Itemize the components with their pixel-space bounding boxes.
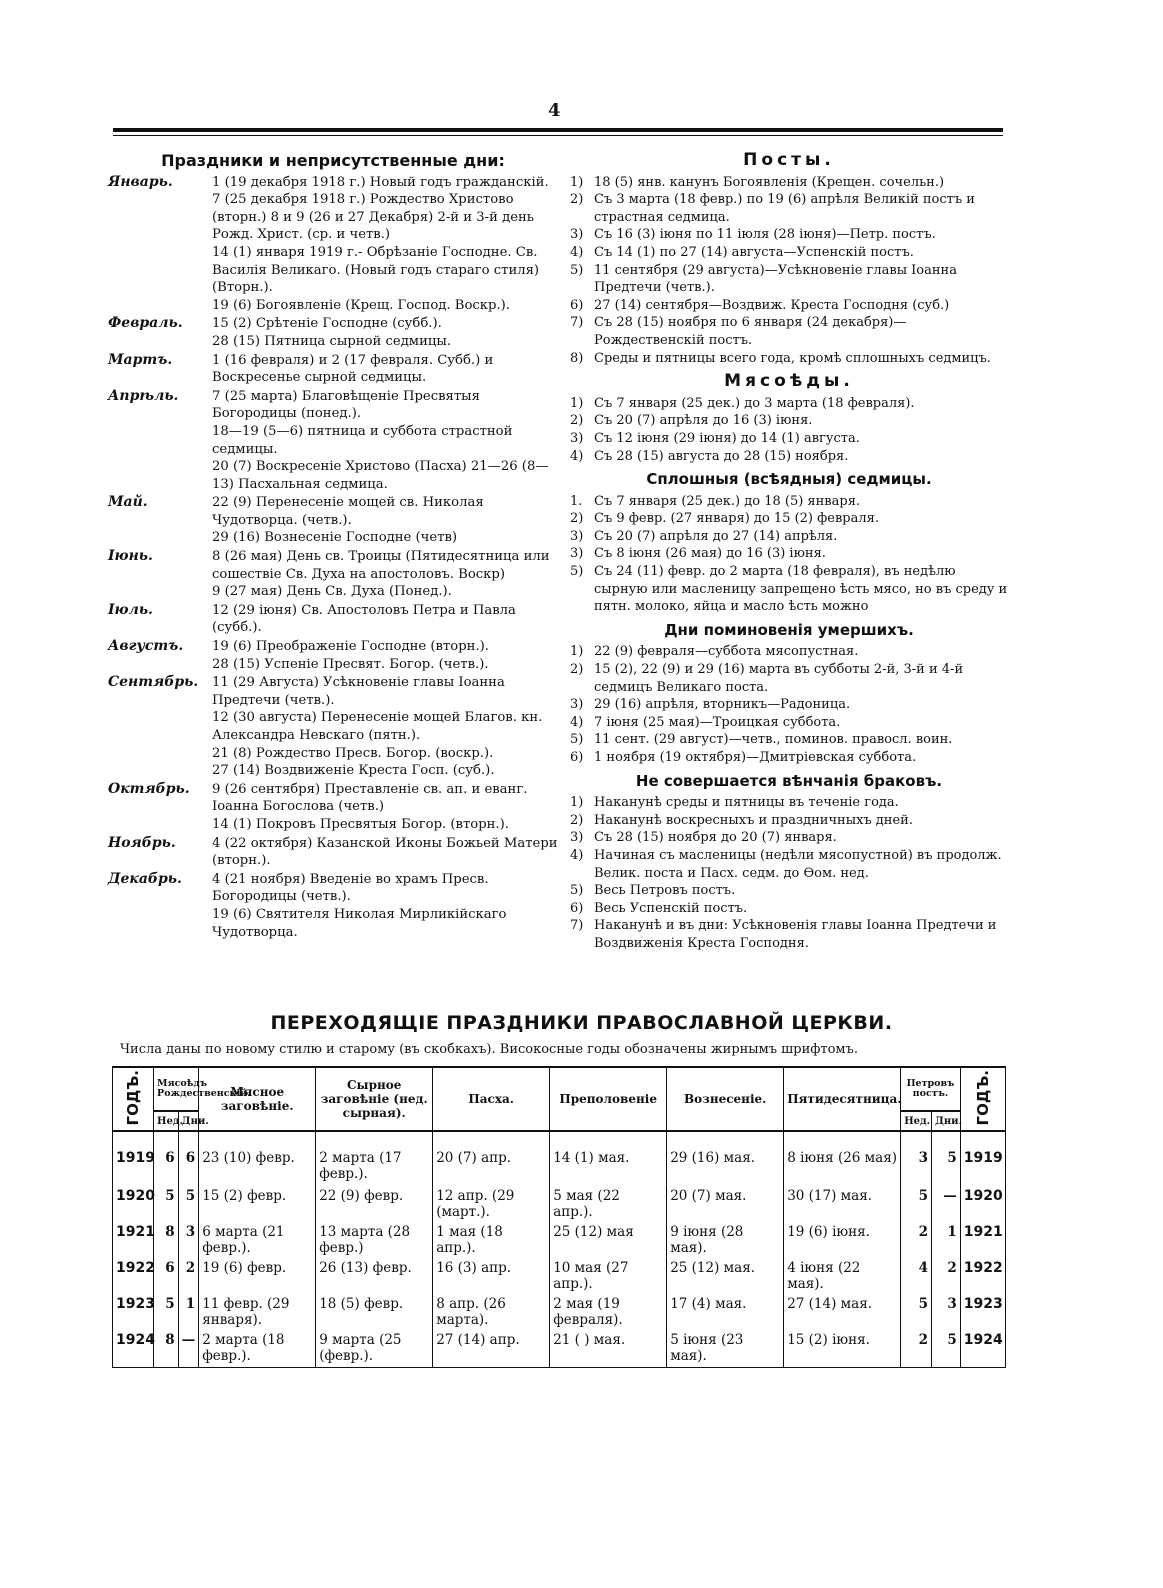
item-number: 4)	[570, 714, 584, 730]
item-number: 2)	[570, 812, 584, 828]
item-number: 2)	[570, 511, 584, 527]
month-entries	[212, 674, 558, 780]
item-number: 4)	[570, 244, 584, 260]
cell-year-r: 1924	[960, 1331, 1005, 1368]
cell-ned: 8	[154, 1331, 179, 1368]
month-name: Февраль.	[108, 315, 183, 332]
holiday-entry: 19 (6) Богоявленіе (Крещ. Господ. Воскр.).	[212, 297, 511, 313]
cell-p-dni: 5	[931, 1131, 960, 1187]
item-text: Весь Петровъ постъ.	[594, 883, 736, 899]
list-item	[570, 262, 1008, 297]
holiday-entry: 20 (7) Воскресеніе Христово (Пасха) 21—26 (8—13) Пасхальная седмица.	[212, 459, 549, 492]
cell-syrnoe: 2 марта (17 февр.).	[316, 1131, 433, 1187]
col-syrnoe: Сырное заговѣніе (нед. сырная).	[316, 1067, 433, 1131]
meat-list	[570, 395, 1008, 465]
cell-syrnoe: 22 (9) февр.	[316, 1187, 433, 1223]
list-item	[570, 174, 1008, 192]
cell-prepolovenie: 10 мая (27 апр.).	[550, 1259, 667, 1295]
cell-pyatidesyatnitsa: 4 іюня (22 мая).	[784, 1259, 901, 1295]
fasts-list	[570, 174, 1008, 368]
cell-p-ned: 5	[901, 1187, 932, 1223]
item-number: 3)	[570, 697, 584, 713]
item-number: 2)	[570, 192, 584, 208]
right-column	[570, 150, 1008, 953]
cell-dni: 6	[178, 1131, 199, 1187]
holiday-entry: 4 (21 ноября) Введеніе во храмъ Пресв. Богородицы (четв.).	[212, 871, 489, 905]
item-text: 1 ноября (19 октября)—Дмитріевская суббота.	[594, 750, 917, 765]
cell-ned: 5	[154, 1187, 179, 1223]
month-block	[108, 352, 558, 387]
item-number: 5)	[570, 732, 584, 748]
header-rule-thin	[113, 135, 1003, 136]
cell-p-ned: 5	[901, 1295, 932, 1331]
month-entries	[212, 494, 558, 547]
holidays-column	[108, 150, 558, 942]
cell-myasnoe: 19 (6) февр.	[199, 1259, 316, 1295]
cell-syrnoe: 18 (5) февр.	[316, 1295, 433, 1331]
item-text: Съ 12 іюня (29 іюня) до 14 (1) августа.	[594, 430, 860, 446]
month-block	[108, 315, 558, 350]
list-item	[570, 528, 1008, 546]
item-text: Съ 14 (1) по 27 (14) августа—Успенскій постъ.	[594, 244, 914, 260]
month-name: Апрѣль.	[108, 387, 179, 404]
month-entries	[212, 871, 558, 941]
movable-feasts-table	[112, 1066, 1006, 1368]
list-item	[570, 545, 1008, 563]
holiday-entry: 9 (27 мая) День Св. Духа (Понед.).	[212, 584, 452, 600]
cell-year: 1921	[113, 1223, 154, 1259]
list-item	[570, 297, 1008, 315]
header-rule	[113, 128, 1003, 132]
month-entries	[212, 388, 558, 494]
month-entries	[212, 638, 558, 673]
col-year-right: ГОДЪ.	[960, 1067, 1005, 1131]
item-text: Съ 24 (11) февр. до 2 марта (18 февраля), въ недѣлю сырную или масленицу запрещено ѣсть мясо, но въ среду и пятн. молоко, яйца и масло ѣсть можно	[594, 564, 1008, 615]
item-text: Съ 20 (7) апрѣля до 16 (3) іюня.	[594, 413, 813, 429]
list-item	[570, 643, 1008, 661]
table-row	[113, 1331, 1006, 1368]
cell-myasnoe: 2 марта (18 февр.).	[199, 1331, 316, 1368]
list-item	[570, 900, 1008, 918]
cell-prepolovenie: 2 мая (19 февраля).	[550, 1295, 667, 1331]
item-text: 18 (5) янв. канунъ Богоявленія (Крещен. сочельн.)	[594, 174, 945, 190]
cell-year-r: 1920	[960, 1187, 1005, 1223]
list-item	[570, 244, 1008, 262]
cell-year-r: 1921	[960, 1223, 1005, 1259]
month-name: Мартъ.	[108, 351, 173, 368]
holidays-title: Праздники и неприсутственные дни:	[161, 151, 505, 170]
cell-year-r: 1919	[960, 1131, 1005, 1187]
item-number: 7)	[570, 918, 584, 934]
item-number: 6)	[570, 900, 584, 916]
cell-myasnoe: 6 марта (21 февр.).	[199, 1223, 316, 1259]
item-number: 2)	[570, 662, 584, 678]
cell-ned: 6	[154, 1259, 179, 1295]
list-item	[570, 314, 1008, 349]
cell-pascha: 20 (7) апр.	[433, 1131, 550, 1187]
col-myasoed-ned: Нед.	[154, 1111, 179, 1131]
cell-year: 1924	[113, 1331, 154, 1368]
cell-pascha: 27 (14) апр.	[433, 1331, 550, 1368]
month-name: Май.	[108, 494, 148, 511]
item-text: 15 (2), 22 (9) и 29 (16) марта въ субботы 2-й, 3-й и 4-й седмицъ Великаго поста.	[594, 662, 964, 695]
item-number: 4)	[570, 448, 584, 464]
holiday-entry: 27 (14) Воздвиженіе Креста Госп. (суб.).	[212, 763, 495, 779]
month-entries	[212, 174, 558, 315]
item-number: 3)	[570, 830, 584, 846]
holiday-entry: 19 (6) Святителя Николая Мирликійскаго Чудотворца.	[212, 906, 507, 940]
item-text: 11 сентября (29 августа)—Усѣкновеніе главы Іоанна Предтечи (четв.).	[594, 262, 957, 296]
item-text: Съ 3 марта (18 февр.) по 19 (6) апрѣля Великій постъ и страстная седмица.	[594, 192, 975, 225]
col-petrov-dni: Дни.	[931, 1111, 960, 1131]
cell-prepolovenie: 5 мая (22 апр.).	[550, 1187, 667, 1223]
item-number: 5)	[570, 883, 584, 899]
cell-pyatidesyatnitsa: 19 (6) іюня.	[784, 1223, 901, 1259]
month-name: Сентябрь.	[108, 674, 199, 691]
item-number: 3)	[570, 546, 584, 562]
item-number: 3)	[570, 430, 584, 446]
item-text: Среды и пятницы всего года, кромѣ сплошныхъ седмицъ.	[594, 350, 991, 366]
cell-pascha: 16 (3) апр.	[433, 1259, 550, 1295]
holiday-entry: 1 (19 декабря 1918 г.) Новый годъ гражданскій.	[212, 174, 549, 190]
col-petrov-ned: Нед.	[901, 1111, 932, 1131]
holiday-entry: 28 (15) Пятница сырной седмицы.	[212, 333, 452, 349]
cell-voznesenie: 5 іюня (23 мая).	[667, 1331, 784, 1368]
weddings-list	[570, 794, 1008, 952]
cell-syrnoe: 9 марта (25 (февр.).	[316, 1331, 433, 1368]
cell-dni: 2	[178, 1259, 199, 1295]
list-item	[570, 350, 1008, 368]
item-text: 11 сент. (29 август)—четв., поминов. правосл. воин.	[594, 732, 953, 748]
month-name: Іюнь.	[108, 548, 153, 565]
month-block	[108, 548, 558, 601]
cell-voznesenie: 17 (4) мая.	[667, 1295, 784, 1331]
list-item	[570, 191, 1008, 226]
item-number: 2)	[570, 413, 584, 429]
item-number: 1)	[570, 174, 584, 190]
cell-voznesenie: 29 (16) мая.	[667, 1131, 784, 1187]
table-row	[113, 1131, 1006, 1187]
cell-p-dni: —	[931, 1187, 960, 1223]
list-item	[570, 412, 1008, 430]
list-item	[570, 882, 1008, 900]
list-item	[570, 847, 1008, 882]
cell-dni: —	[178, 1331, 199, 1368]
month-name: Августъ.	[108, 638, 184, 655]
cell-syrnoe: 26 (13) февр.	[316, 1259, 433, 1295]
cell-voznesenie: 20 (7) мая.	[667, 1187, 784, 1223]
holiday-entry: 12 (29 іюня) Св. Апостоловъ Петра и Павла (субб.).	[212, 602, 516, 636]
list-item	[570, 563, 1008, 616]
holiday-entry: 14 (1) Покровъ Пресвятыя Богор. (вторн.).	[212, 816, 509, 832]
cell-dni: 5	[178, 1187, 199, 1223]
item-text: Съ 28 (15) ноября до 20 (7) января.	[594, 830, 837, 846]
item-number: 1)	[570, 395, 584, 411]
weddings-title: Не совершается вѣнчанія браковъ.	[635, 771, 943, 790]
cell-ned: 6	[154, 1131, 179, 1187]
list-item	[570, 917, 1008, 952]
item-text: Наканунѣ воскресныхъ и праздничныхъ дней.	[594, 812, 913, 828]
item-text: Съ 9 февр. (27 января) до 15 (2) февраля.	[594, 511, 879, 527]
cell-ned: 5	[154, 1295, 179, 1331]
cell-p-ned: 2	[901, 1331, 932, 1368]
list-item	[570, 749, 1008, 767]
item-text: Съ 20 (7) апрѣля до 27 (14) апрѣля.	[594, 528, 838, 544]
month-block	[108, 602, 558, 637]
holiday-entry: 9 (26 сентября) Преставленіе св. ап. и еванг. Іоанна Богослова (четв.)	[212, 781, 528, 815]
cell-pyatidesyatnitsa: 27 (14) мая.	[784, 1295, 901, 1331]
month-block	[108, 174, 558, 315]
col-prepolovenie: Преполовеніе	[550, 1067, 667, 1131]
month-name: Октябрь.	[108, 780, 190, 797]
cell-prepolovenie: 21 ( ) мая.	[550, 1331, 667, 1368]
col-myasnoe: Мясное заговѣніе.	[199, 1067, 316, 1131]
memorial-list	[570, 643, 1008, 766]
cell-prepolovenie: 25 (12) мая	[550, 1223, 667, 1259]
item-text: 22 (9) февраля—суббота мясопустная.	[594, 644, 859, 660]
item-number: 1)	[570, 795, 584, 811]
cell-pascha: 8 апр. (26 марта).	[433, 1295, 550, 1331]
cell-p-dni: 1	[931, 1223, 960, 1259]
col-year: ГОДЪ.	[113, 1067, 154, 1131]
fasts-title: Посты.	[743, 150, 835, 170]
item-text: Съ 28 (15) ноября по 6 января (24 декабря)—Рождественскій постъ.	[594, 315, 907, 348]
continuous-list	[570, 493, 1008, 616]
table-row	[113, 1223, 1006, 1259]
list-item	[570, 829, 1008, 847]
holiday-entry: 28 (15) Успеніе Пресвят. Богор. (четв.).	[212, 656, 489, 672]
holiday-entry: 7 (25 марта) Благовѣщеніе Пресвятыя Богородицы (понед.).	[212, 388, 480, 422]
meat-title: Мясоѣды.	[724, 371, 854, 392]
cell-voznesenie: 25 (12) мая.	[667, 1259, 784, 1295]
cell-ned: 8	[154, 1223, 179, 1259]
item-number: 7)	[570, 315, 584, 331]
holiday-entry: 18—19 (5—6) пятница и суббота страстной седмицы.	[212, 423, 513, 457]
month-entries	[212, 548, 558, 601]
cell-prepolovenie: 14 (1) мая.	[550, 1131, 667, 1187]
item-number: 6)	[570, 297, 584, 313]
holiday-entry: 1 (16 февраля) и 2 (17 февраля. Субб.) и Воскресенье сырной седмицы.	[212, 352, 494, 386]
cell-myasnoe: 23 (10) февр.	[199, 1131, 316, 1187]
list-item	[570, 731, 1008, 749]
item-text: 27 (14) сентября—Воздвиж. Креста Господня (суб.)	[594, 297, 950, 313]
item-number: 8)	[570, 350, 584, 366]
cell-p-dni: 3	[931, 1295, 960, 1331]
item-number: 1.	[570, 493, 583, 509]
holiday-entry: 22 (9) Перенесеніе мощей св. Николая Чудотворца. (четв.).	[212, 495, 484, 528]
cell-year: 1920	[113, 1187, 154, 1223]
list-item	[570, 493, 1008, 511]
page-number: 4	[548, 100, 561, 121]
item-text: Съ 16 (3) іюня по 11 іюля (28 іюня)—Петр. постъ.	[594, 227, 936, 243]
month-name: Декабрь.	[108, 870, 182, 887]
cell-dni: 1	[178, 1295, 199, 1331]
cell-p-dni: 5	[931, 1331, 960, 1368]
item-number: 5)	[570, 262, 584, 278]
item-number: 5)	[570, 564, 584, 580]
col-pyatidesyatnitsa: Пятидесятница.	[784, 1067, 901, 1131]
month-entries	[212, 781, 558, 834]
list-item	[570, 661, 1008, 696]
holiday-entry: 8 (26 мая) День св. Троицы (Пятидесятница или сошествіе Св. Духа на апостоловъ. Воскр)	[212, 549, 550, 582]
holiday-entry: 19 (6) Преображеніе Господне (вторн.).	[212, 639, 489, 655]
item-text: Съ 7 января (25 дек.) до 18 (5) января.	[594, 493, 861, 509]
list-item	[570, 510, 1008, 528]
month-block	[108, 494, 558, 547]
item-text: Съ 8 іюня (26 мая) до 16 (3) іюня.	[594, 546, 826, 562]
holiday-entry: 21 (8) Рождество Пресв. Богор. (воскр.).	[212, 745, 494, 761]
movable-note: Числа даны по новому стилю и старому (въ скобкахъ). Високосные годы обозначены жирнымъ шрифтомъ.	[120, 1042, 858, 1057]
col-voznesenie: Вознесеніе.	[667, 1067, 784, 1131]
col-petrov: Петровъ постъ.	[901, 1067, 961, 1111]
holiday-entry: 29 (16) Вознесеніе Господне (четв)	[212, 530, 458, 546]
item-text: Наканунѣ среды и пятницы въ теченіе года.	[594, 795, 899, 811]
table-body	[113, 1131, 1006, 1368]
cell-pascha: 12 апр. (29 (март.).	[433, 1187, 550, 1223]
list-item	[570, 794, 1008, 812]
memorial-title: Дни поминовенія умершихъ.	[664, 620, 914, 639]
month-name: Ноябрь.	[108, 834, 176, 851]
holiday-entry: 14 (1) января 1919 г.- Обрѣзаніе Господне. Св. Василія Великаго. (Новый годъ стараго стиля) (Вторн.).	[212, 244, 540, 296]
cell-year-r: 1922	[960, 1259, 1005, 1295]
cell-year-r: 1923	[960, 1295, 1005, 1331]
item-text: 29 (16) апрѣля, вторникъ—Радоница.	[594, 697, 851, 713]
month-name: Іюль.	[108, 601, 153, 618]
month-block	[108, 871, 558, 941]
cell-pyatidesyatnitsa: 15 (2) іюня.	[784, 1331, 901, 1368]
cell-p-ned: 2	[901, 1223, 932, 1259]
item-number: 3)	[570, 528, 584, 544]
col-myasoed-dni: Дни.	[178, 1111, 199, 1131]
month-name: Январь.	[108, 173, 173, 190]
table-row	[113, 1187, 1006, 1223]
item-number: 6)	[570, 750, 584, 765]
holiday-entry: 7 (25 декабря 1918 г.) Рождество Христово (вторн.) 8 и 9 (26 и 27 Декабря) 2-й и 3-й день Рожд. Христ. (ср. и четв.)	[212, 192, 534, 243]
cell-pyatidesyatnitsa: 8 іюня (26 мая)	[784, 1131, 901, 1187]
list-item	[570, 395, 1008, 413]
item-number: 1)	[570, 644, 584, 660]
holiday-entry: 12 (30 августа) Перенесеніе мощей Благов. кн. Александра Невскаго (пятн.).	[212, 710, 543, 743]
list-item	[570, 812, 1008, 830]
cell-dni: 3	[178, 1223, 199, 1259]
cell-p-ned: 4	[901, 1259, 932, 1295]
cell-p-dni: 2	[931, 1259, 960, 1295]
table-row	[113, 1295, 1006, 1331]
list-item	[570, 714, 1008, 732]
holiday-entry: 11 (29 Августа) Усѣкновеніе главы Іоанна Предтечи (четв.).	[212, 675, 505, 708]
item-number: 3)	[570, 227, 584, 243]
month-block	[108, 781, 558, 834]
month-entries	[212, 835, 558, 870]
holidays-list	[108, 174, 558, 942]
list-item	[570, 226, 1008, 244]
cell-year: 1923	[113, 1295, 154, 1331]
table-row	[113, 1259, 1006, 1295]
cell-myasnoe: 15 (2) февр.	[199, 1187, 316, 1223]
item-text: Наканунѣ и въ дни: Усѣкновенія главы Іоанна Предтечи и Воздвиженія Креста Господня.	[594, 918, 997, 951]
continuous-title: Сплошныя (всѣядныя) седмицы.	[646, 470, 932, 489]
month-entries	[212, 602, 558, 637]
cell-pascha: 1 мая (18 апр.).	[433, 1223, 550, 1259]
item-text: Съ 7 января (25 дек.) до 3 марта (18 февраля).	[594, 395, 915, 411]
cell-syrnoe: 13 марта (28 февр.)	[316, 1223, 433, 1259]
cell-year: 1919	[113, 1131, 154, 1187]
list-item	[570, 430, 1008, 448]
month-entries	[212, 315, 558, 350]
item-number: 4)	[570, 847, 584, 863]
month-block	[108, 674, 558, 780]
cell-myasnoe: 11 февр. (29 января).	[199, 1295, 316, 1331]
col-pascha: Пасха.	[433, 1067, 550, 1131]
item-text: Начиная съ масленицы (недѣли мясопустной) въ продолж. Велик. поста и Пасх. седм. до Ѳом. нед.	[594, 847, 1002, 881]
list-item	[570, 696, 1008, 714]
cell-pyatidesyatnitsa: 30 (17) мая.	[784, 1187, 901, 1223]
cell-voznesenie: 9 іюня (28 мая).	[667, 1223, 784, 1259]
item-text: Съ 28 (15) августа до 28 (15) ноября.	[594, 448, 849, 464]
cell-year: 1922	[113, 1259, 154, 1295]
holiday-entry: 15 (2) Срѣтеніе Господне (субб.).	[212, 316, 442, 332]
cell-p-ned: 3	[901, 1131, 932, 1187]
item-text: Весь Успенскій постъ.	[594, 900, 748, 916]
list-item	[570, 448, 1008, 466]
month-block	[108, 638, 558, 673]
movable-title: ПЕРЕХОДЯЩІЕ ПРАЗДНИКИ ПРАВОСЛАВНОЙ ЦЕРКВИ.	[270, 1012, 893, 1034]
month-block	[108, 388, 558, 494]
col-myasoed: Мясоѣдъ Рождественскій.	[154, 1067, 199, 1111]
item-text: 7 іюня (25 мая)—Троицкая суббота.	[594, 714, 841, 730]
month-entries	[212, 352, 558, 387]
month-block	[108, 835, 558, 870]
holiday-entry: 4 (22 октября) Казанской Иконы Божьей Матери (вторн.).	[212, 835, 558, 869]
